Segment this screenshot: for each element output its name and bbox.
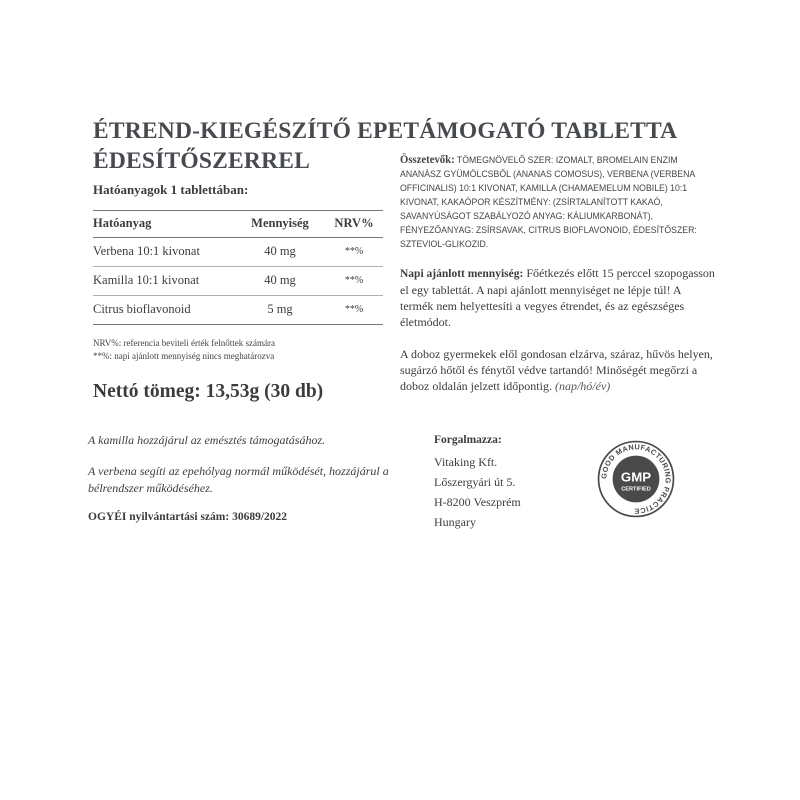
row-nrv: **% (325, 296, 383, 325)
active-ingredients-heading: Hatóanyagok 1 tablettában: (93, 182, 249, 197)
distributor-block (434, 432, 594, 532)
distributor-heading: Forgalmazza: (434, 434, 502, 446)
distributor-street: Lőszergyári út 5. (434, 475, 516, 489)
gmp-sub-label: CERTIFIED (621, 486, 651, 493)
storage-instructions: A doboz gyermekek elől gondosan elzárva, száraz, hűvös helyen, sugárzó hőtől és fénytől védve tartandó! Minőségét megőrzi a doboz oldalán jelzett időpontig. (400, 347, 713, 393)
net-weight: Nettó tömeg: 13,53g (30 db) (93, 381, 324, 402)
gmp-certified-badge-icon (597, 440, 675, 518)
row-amount: 40 mg (235, 238, 325, 267)
daily-dose-instructions: Főétkezés előtt 15 perccel szopogasson el egy tablettát. A napi ajánlott mennyiséget ne lépje túl! A termék nem helyettesíti a vegyes étrendet, és az egészséges életmódot. (400, 266, 715, 329)
row-amount: 40 mg (235, 267, 325, 296)
gmp-ring-text: GOOD MANUFACTURING PRACTICE (599, 442, 673, 516)
row-ingredient: Citrus bioflavonoid (93, 296, 235, 325)
claim-verbena: A verbena segíti az epehólyag normál működését, hozzájárul a bélrendszer működéséhez. (88, 464, 389, 495)
product-info-panel (400, 153, 715, 394)
distributor-city: H-8200 Veszprém (434, 495, 521, 509)
product-title-line-2: ÉDESÍTŐSZERREL (93, 148, 310, 174)
product-title-line-1: ÉTREND-KIEGÉSZÍTŐ EPETÁMOGATÓ TABLETTA (93, 118, 678, 144)
header-amount: Mennyiség (235, 211, 325, 238)
active-ingredients-table (93, 210, 383, 325)
row-amount: 5 mg (235, 296, 325, 325)
ingredients-label: Összetevők: (400, 154, 455, 166)
date-format: (nap/hó/év) (554, 379, 611, 393)
row-nrv: **% (325, 267, 383, 296)
claim-chamomile: A kamilla hozzájárul az emésztés támogatásához. (88, 433, 326, 447)
footnote-not-defined: **%: napi ajánlott mennyiség nincs meghatározva (93, 351, 275, 361)
table-row (93, 267, 383, 296)
registration-number: OGYÉI nyilvántartási szám: 30689/2022 (88, 511, 288, 523)
header-nrv: NRV% (325, 211, 383, 238)
row-ingredient: Kamilla 10:1 kivonat (93, 267, 235, 296)
ingredients-text (400, 153, 712, 251)
table-row (93, 238, 383, 267)
table-row (93, 296, 383, 325)
health-claims-panel (88, 432, 418, 523)
storage-text (400, 346, 715, 394)
distributor-country: Hungary (434, 515, 476, 529)
distributor-name: Vitaking Kft. (434, 455, 498, 469)
table-header-row (93, 211, 383, 238)
row-ingredient: Verbena 10:1 kivonat (93, 238, 235, 267)
ingredients-list: TÖMEGNÖVELŐ SZER: IZOMALT, BROMELAIN ENZIM ANANÁSZ GYÜMÖLCSBŐL (ANANAS COMOSUS), VERBENA (VERBENA OFFICINALIS) 10:1 KIVONAT, KAMILLA (CHAMAEMELUM NOBILE) 10:1 KIVONAT, KAKAÓPOR KÉSZÍTMÉNY: (ZSÍRTALANÍTOTT KAKAÓ, SAVANYÚSÁGOT SZABÁLYOZÓ ANYAG: KÁLIUMKARBONÁT), FÉNYEZŐANYAG: ZSÍRSAVAK, CITRUS BIOFLAVONOID, ÉDESÍTŐSZER: SZTEVIOL-GLIKOZID. (400, 154, 697, 249)
daily-dose-text (400, 265, 715, 330)
table-footnotes (93, 337, 388, 363)
daily-dose-label: Napi ajánlott mennyiség: (400, 268, 524, 280)
footnote-nrv: NRV%: referencia beviteli érték felnőttek számára (93, 338, 275, 348)
row-nrv: **% (325, 238, 383, 267)
gmp-center-label: GMP (620, 469, 652, 485)
active-ingredients-panel (93, 182, 388, 403)
header-ingredient: Hatóanyag (93, 211, 235, 238)
